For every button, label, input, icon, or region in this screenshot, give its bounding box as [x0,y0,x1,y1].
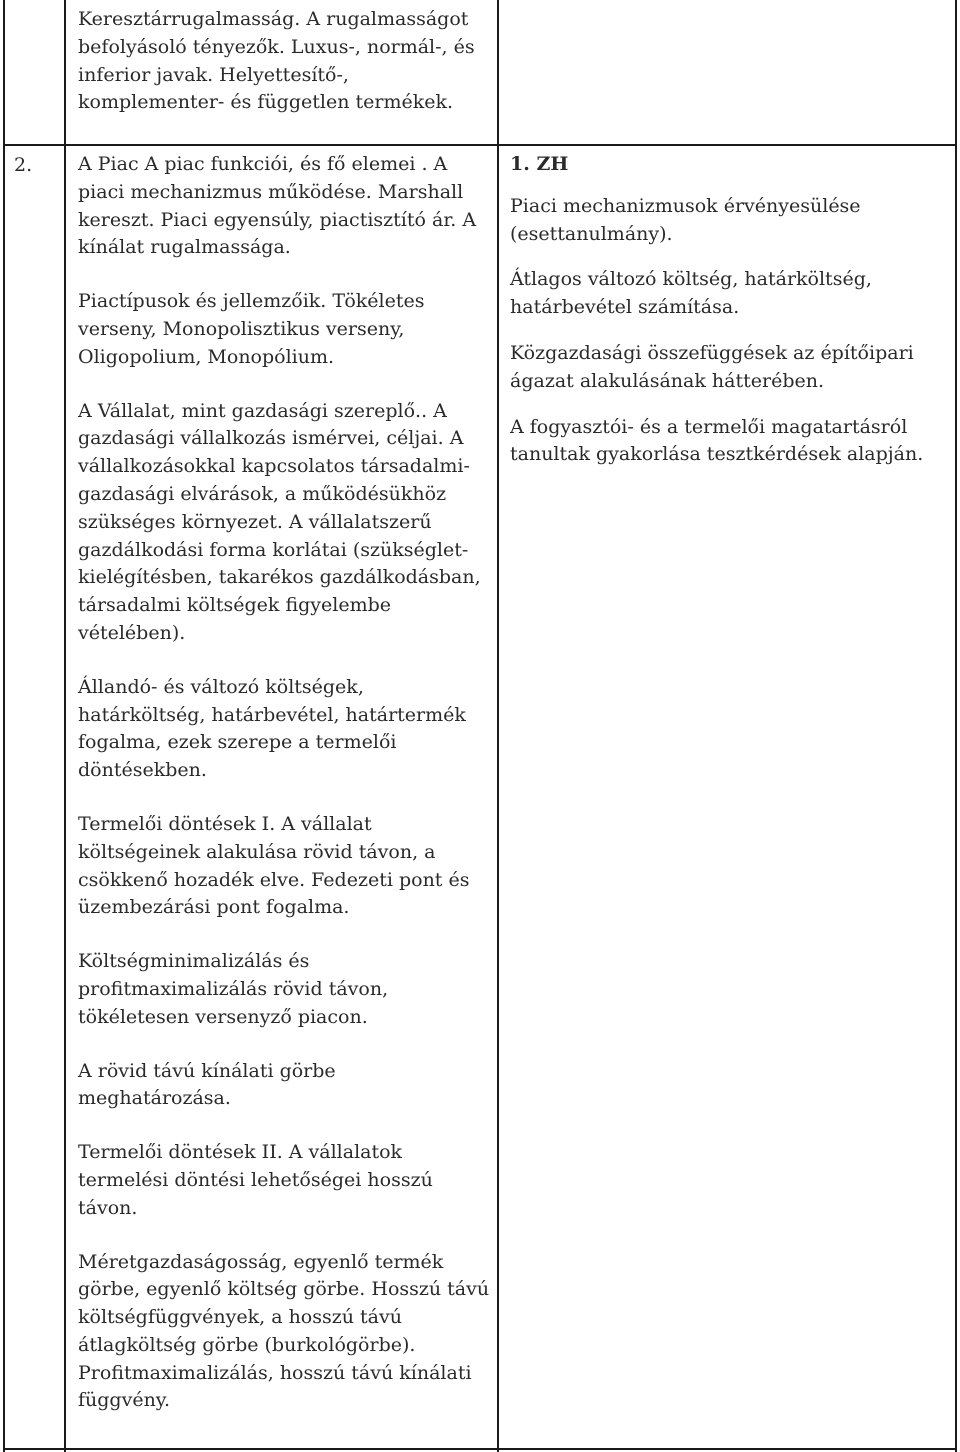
table-border-left [3,0,5,1452]
row2-number: 2. [14,154,33,176]
row1-topic-cell [78,6,493,143]
table-border-bottom [3,1448,957,1450]
topic-paragraph: Méretgazdaságosság, egyenlő termék görbe, egyenlő költség görbe. Hosszú távú költségfüggvények, a hosszú távú átlagköltség görbe (burkológörbe). Profitmaximalizálás, hosszú távú kínálati függvény. [78,1250,490,1412]
topic-paragraph: Termelői döntések II. A vállalatok termelési döntési lehetőségei hosszú távon. [78,1141,433,1219]
table-border-col2 [497,0,499,1452]
topic-paragraph: A Piac A piac funkciói, és fő elemei . A piaci mechanizmus működése. Marshall kereszt. Piaci egyensúly, piactisztító ár. A kínálat rugalmassága. [78,153,477,259]
assessment-item: Átlagos változó költség, határköltség, határbevétel számítása. [510,268,872,319]
row2-topics-cell [78,151,493,1441]
table-row-divider [3,144,957,146]
topic-paragraph: Piactípusok és jellemzőik. Tökéletes verseny, Monopolisztikus verseny, Oligopolium, Monopólium. [78,290,425,368]
assessment-item: Közgazdasági összefüggések az építőipari ágazat alakulásának hátterében. [510,341,914,392]
topic-paragraph: A Vállalat, mint gazdasági szereplő.. A gazdasági vállalkozás ismérvei, céljai. A vállalkozásokkal kapcsolatos társadalmi- gazdasági elvárások, a működésükhöz szükséges környezet. A vállalatszerű gazdálkodási forma korlátai (szükséglet- kielégítésben, takarékos gazdálkodásban, társadalmi költségek figyelembe vételében). [78,399,481,644]
topic-paragraph: Költségminimalizálás és profitmaximalizálás rövid távon, tökéletesen versenyző piacon. [78,950,389,1028]
topic-paragraph: A rövid távú kínálati görbe meghatározása. [78,1059,336,1110]
topic-paragraph: Állandó- és változó költségek, határköltség, határbevétel, határtermék fogalma, ezek szerepe a termelői döntésekben. [78,675,466,782]
row2-assessment-cell [510,151,950,487]
row1-topic-text: Keresztárrugalmasság. A rugalmasságot befolyásoló tényezők. Luxus-, normál-, és inferior javak. Helyettesítő-, komplementer- és független termékek. [78,8,475,114]
assessment-item: A fogyasztói- és a termelői magatartásról tanultak gyakorlása tesztkérdések alapján. [510,415,924,466]
topic-paragraph: Termelői döntések I. A vállalat költségeinek alakulása rövid távon, a csökkenő hozadék elve. Fedezeti pont és üzembezárási pont fogalma. [78,812,470,919]
table-border-col1 [64,0,66,1452]
table-border-right [955,0,957,1452]
assessment-title: 1. ZH [510,153,569,175]
assessment-item: Piaci mechanizmusok érvényesülése (esettanulmány). [510,194,861,245]
